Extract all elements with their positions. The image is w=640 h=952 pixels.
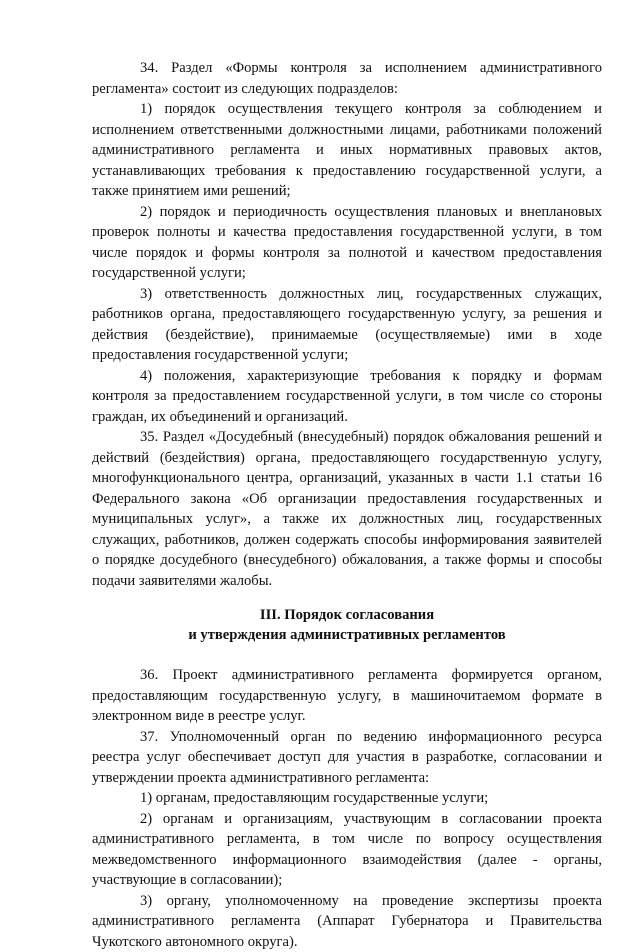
paragraph-34-item-4: 4) положения, характеризующие требования к порядку и формам контроля за предоставлением государственной услуги, в том числе со стороны граждан, их объединений и организаций. bbox=[92, 366, 602, 428]
section-heading-line-1: III. Порядок согласования bbox=[92, 605, 602, 625]
paragraph-37: 37. Уполномоченный орган по ведению информационного ресурса реестра услуг обеспечивает доступ для участия в разработке, согласовании и утверждении проекта административного регламента: bbox=[92, 727, 602, 789]
section-heading bbox=[92, 605, 602, 645]
paragraph-34: 34. Раздел «Формы контроля за исполнением административного регламента» состоит из следующих подразделов: bbox=[92, 58, 602, 99]
document-page bbox=[92, 58, 602, 952]
paragraph-37-item-2: 2) органам и организациям, участвующим в согласовании проекта административного регламента, в том числе по вопросу осуществления межведомственного информационного взаимодействия (далее - органы, участвующие в согласовании); bbox=[92, 809, 602, 891]
paragraph-35: 35. Раздел «Досудебный (внесудебный) порядок обжалования решений и действий (бездействия) органа, предоставляющего государственную услугу, многофункционального центра, организаций, указанных в части 1.1 статьи 16 Федерального закона «Об организации предоставления государственных и муниципальных услуг», а также их должностных лиц, государственных служащих, работников, должен содержать способы информирования заявителей о порядке досудебного (внесудебного) обжалования, а также формы и способы подачи заявителями жалобы. bbox=[92, 427, 602, 591]
paragraph-36: 36. Проект административного регламента формируется органом, предоставляющим государственную услугу, в машиночитаемом формате в электронном виде в реестре услуг. bbox=[92, 665, 602, 727]
paragraph-34-item-1: 1) порядок осуществления текущего контроля за соблюдением и исполнением ответственными должностными лицами, работниками положений административного регламента и иных нормативных правовых актов, устанавливающих требования к предоставлению государственной услуги, а также принятием ими решений; bbox=[92, 99, 602, 202]
paragraph-37-item-3: 3) органу, уполномоченному на проведение экспертизы проекта административного регламента (Аппарат Губернатора и Правительства Чукотского автономного округа). bbox=[92, 891, 602, 952]
paragraph-34-item-3: 3) ответственность должностных лиц, государственных служащих, работников органа, предоставляющего государственную услугу, за решения и действия (бездействие), принимаемые (осуществляемые) ими в ходе предоставления государственной услуги; bbox=[92, 284, 602, 366]
paragraph-34-item-2: 2) порядок и периодичность осуществления плановых и внеплановых проверок полноты и качества предоставления государственной услуги, в том числе порядок и формы контроля за полнотой и качеством предоставления государственной услуги; bbox=[92, 202, 602, 284]
section-heading-line-2: и утверждения административных регламентов bbox=[92, 625, 602, 645]
paragraph-37-item-1: 1) органам, предоставляющим государственные услуги; bbox=[92, 788, 602, 809]
